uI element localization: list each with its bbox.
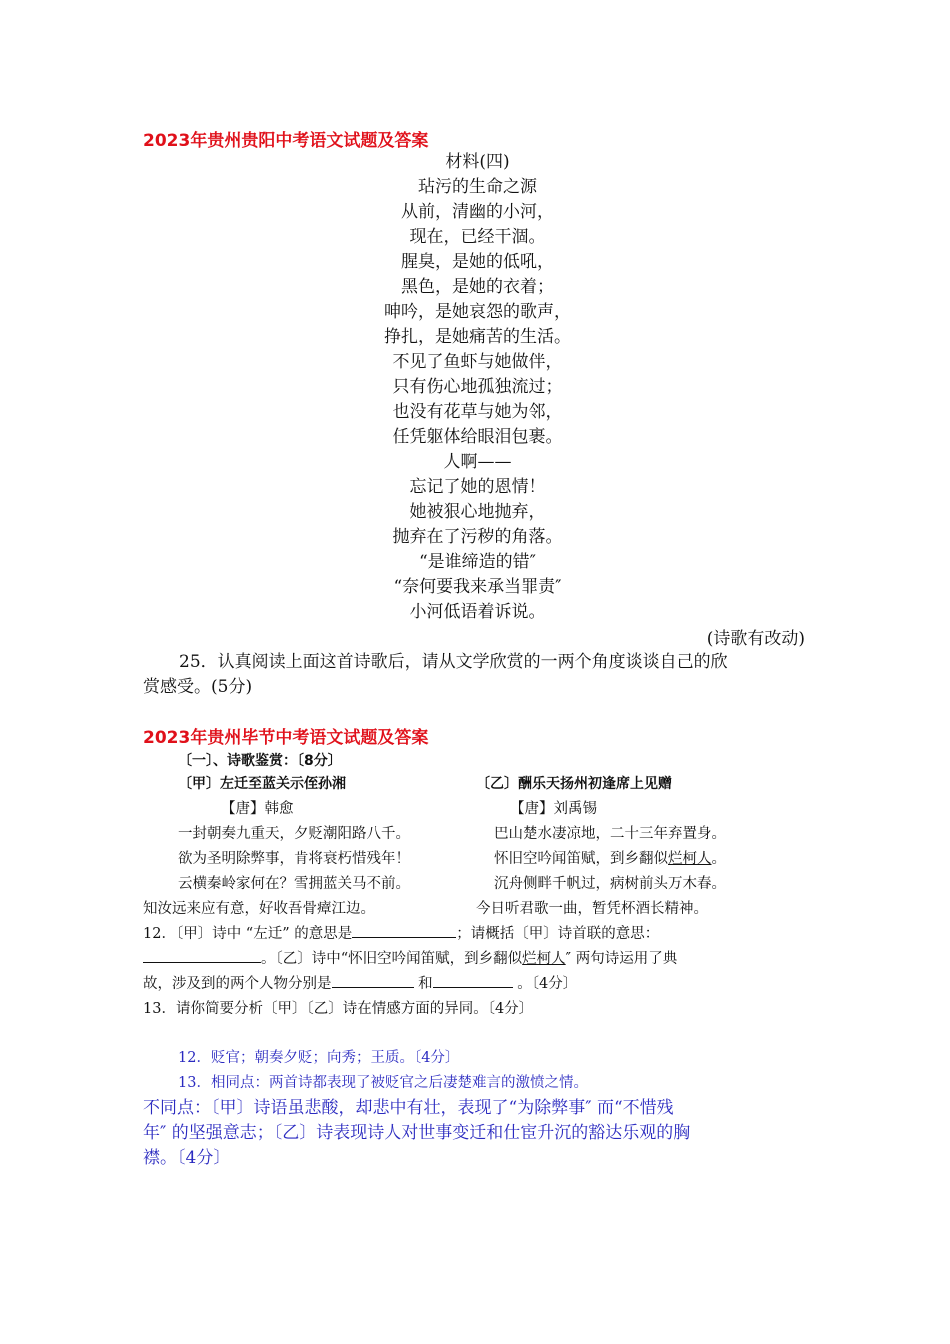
- poem-a-title: 〔甲〕左迁至蓝关示侄孙湘: [178, 776, 346, 792]
- poem-a-line: 云横秦岭家何在？雪拥蓝关马不前。: [178, 876, 410, 892]
- bijie-exam-title: 2023年贵州毕节中考语文试题及答案: [143, 728, 429, 748]
- poem-b-author: 【唐】刘禹锡: [510, 801, 597, 817]
- poem-b-body: [494, 822, 726, 897]
- poem-a-author: 【唐】韩愈: [221, 801, 294, 817]
- q12-part7: 。〔4分〕: [512, 976, 578, 992]
- poem-b-line: 巴山楚水凄凉地，二十三年弃置身。: [494, 826, 726, 842]
- answer-12: 12．贬官；朝奏夕贬；向秀；王质。〔4分〕: [178, 1050, 460, 1066]
- poem-a-line: 一封朝奏九重天，夕贬潮阳路八千。: [178, 826, 410, 842]
- q12-part2: ；请概括〔甲〕诗首联的意思：: [456, 926, 660, 942]
- poem-line: 也没有花草与她为邻，: [392, 402, 563, 422]
- question-12-line1: [143, 922, 823, 947]
- poem-b-line-2-end: 。: [711, 851, 726, 867]
- q12-blank-2: [143, 947, 261, 963]
- poem-line: 呻吟，是她哀怨的歌声，: [384, 302, 571, 322]
- poem-b-line-2: [494, 847, 726, 872]
- poem-line: 她被狠心地抛弃，: [409, 502, 546, 522]
- poem-b-line-last: 今日听君歌一曲，暂凭杯酒长精神。: [476, 901, 708, 917]
- poem-line: 现在，已经干涸。: [409, 227, 546, 247]
- poem-note: (诗歌有改动): [706, 629, 805, 649]
- question-13: 13．请你简要分析〔甲〕〔乙〕诗在情感方面的异同。〔4分〕: [143, 1001, 534, 1017]
- q12-blank-1: [352, 922, 456, 938]
- guiyang-exam-title: 2023年贵州贵阳中考语文试题及答案: [143, 131, 429, 151]
- poem-b-line: 沉舟侧畔千帆过，病树前头万木春。: [494, 876, 726, 892]
- q12-part4: ″ 两句诗运用了典: [565, 951, 678, 967]
- poem-b-title-block: [476, 772, 672, 822]
- poem-a-line-last: 知汝远来应有意，好收吾骨瘴江边。: [143, 901, 375, 917]
- answer-13-similarity: 13．相同点：两首诗都表现了被贬官之后凄楚难言的激愤之情。: [178, 1075, 588, 1091]
- poem-line: 任凭躯体给眼泪包裹。: [392, 427, 563, 447]
- answer-13-difference: [143, 1096, 813, 1171]
- poem-line: 小河低语着诉说。: [409, 602, 546, 622]
- lanke-ren-underlined: 烂柯人: [668, 851, 712, 867]
- poem-material-four: [0, 150, 950, 625]
- q12-lanke-ren: 烂柯人: [522, 951, 566, 967]
- q12-blank-4: [433, 972, 513, 988]
- poem-line: 从前，清幽的小河，: [401, 202, 554, 222]
- poem-line: 抛弃在了污秽的角落。: [392, 527, 563, 547]
- q12-blank-3: [332, 972, 414, 988]
- poem-line: 黑色，是她的衣着；: [401, 277, 554, 297]
- poem-line: 腥臭，是她的低吼，: [401, 252, 554, 272]
- poem-line: 人啊——: [443, 452, 512, 472]
- answer-13-diff-line2: 年″ 的坚强意志；〔乙〕诗表现诗人对世事变迁和仕宦升沉的豁达乐观的胸: [143, 1123, 691, 1143]
- q12-part6: 和: [413, 976, 433, 992]
- poetry-section-heading: 〔一〕、诗歌鉴赏：〔8分〕: [178, 753, 342, 769]
- question-25: [143, 650, 811, 700]
- poem-line: 忘记了她的恩情！: [409, 477, 546, 497]
- question-25-line2: 赏感受。(5分): [143, 677, 253, 697]
- poem-line: 不见了鱼虾与她做伴，: [392, 352, 563, 372]
- q12-part3: 。〔乙〕诗中“怀旧空吟闻笛赋，到乡翻似: [261, 951, 523, 967]
- answer-13-diff-line3: 襟。〔4分〕: [143, 1148, 231, 1168]
- q12-part1: 12．〔甲〕诗中 “左迁” 的意思是: [143, 926, 353, 942]
- poem-line: 只有伤心地孤独流过；: [392, 377, 563, 397]
- poem-a-title-block: [178, 772, 346, 822]
- poem-a-line: 欲为圣明除弊事，肯将衰朽惜残年！: [178, 851, 410, 867]
- poem-line: “是谁缔造的错″: [418, 552, 537, 572]
- material-heading: 材料(四): [445, 152, 510, 172]
- question-25-line1: 25．认真阅读上面这首诗歌后，请从文学欣赏的一两个角度谈谈自己的欣: [179, 652, 728, 672]
- poem-b-title: 〔乙〕酬乐天扬州初逢席上见赠: [476, 776, 672, 792]
- question-12-line2: [143, 947, 823, 972]
- poem-b-line-2-text: 怀旧空吟闻笛赋，到乡翻似: [494, 851, 668, 867]
- poem-a-body: [178, 822, 410, 897]
- q12-part5: 故，涉及到的两个人物分别是: [143, 976, 332, 992]
- poem-line: “奈何要我来承当罪责″: [393, 577, 562, 597]
- poem-line: 玷污的生命之源: [418, 177, 537, 197]
- poem-line: 挣扎，是她痛苦的生活。: [384, 327, 571, 347]
- question-12-line3: [143, 972, 823, 997]
- answer-13-diff-line1: 不同点：〔甲〕诗语虽悲酸，却悲中有壮，表现了“为除弊事″ 而“不惜残: [143, 1098, 674, 1118]
